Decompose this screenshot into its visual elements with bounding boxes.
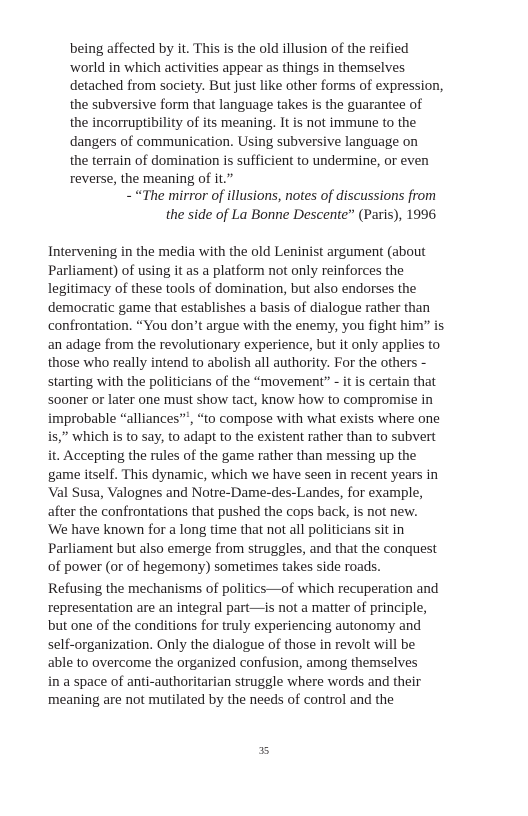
paragraph-line: but one of the conditions for truly experiencing autonomy and (48, 618, 421, 635)
paragraph-line: self-organization. Only the dialogue of those in revolt will be (48, 636, 416, 653)
quote-attribution (70, 187, 436, 224)
block-quote (70, 40, 444, 189)
paragraph-line: representation are an integral part—is not a matter of principle, (48, 599, 428, 616)
paragraph-line: after the confrontations that pushed the cops back, is not new. (48, 503, 418, 520)
paragraph-line: an adage from the revolutionary experience, but it only applies to (48, 336, 440, 353)
paragraph-line: Val Susa, Valognes and Notre-Dame-des-Landes, for example, (48, 485, 424, 502)
paragraph-line: of power (or of hegemony) sometimes takes side roads. (48, 559, 381, 576)
paragraph-line: Parliament) of using it as a platform not only reinforces the (48, 262, 404, 279)
quote-line: detached from society. But just like other forms of expression, (70, 78, 444, 95)
quote-line: reverse, the meaning of it.” (70, 171, 234, 188)
paragraph-line: those who really intend to abolish all authority. For the others - (48, 355, 427, 372)
paragraph-line: confrontation. “You don’t argue with the enemy, you fight him” is (48, 318, 445, 335)
footnote-marker[interactable]: 1 (185, 409, 190, 419)
page-number: 35 (259, 746, 269, 757)
body-paragraph (48, 243, 445, 577)
paragraph-line: starting with the politicians of the “movement” - it is certain that (48, 373, 436, 390)
attribution-title-part1: The mirror of illusions, notes of discussions from (142, 188, 436, 204)
paragraph-line: We have known for a long time that not all politicians sit in (48, 522, 405, 539)
quote-line: world in which activities appear as things in themselves (70, 59, 405, 76)
paragraph-line-head: improbable “alliances” (48, 410, 186, 427)
paragraph-line: legitimacy of these tools of domination, but also endorses the (48, 281, 417, 298)
paragraph-line: game itself. This dynamic, which we have seen in recent years in (48, 466, 439, 483)
attribution-line-2 (70, 206, 436, 225)
paragraph-line: is,” which is to say, to adapt to the existent rather than to subvert (48, 429, 436, 446)
paragraph-line-with-footnote (48, 410, 438, 429)
quote-line: being affected by it. This is the old illusion of the reified (70, 41, 409, 57)
body-paragraph (48, 580, 438, 710)
paragraph-line: able to overcome the organized confusion, among themselves (48, 655, 418, 672)
paragraph-line: it. Accepting the rules of the game rather than messing up the (48, 448, 417, 465)
paragraph-line: democratic game that establishes a basis of dialogue rather than (48, 299, 430, 316)
paragraph-line: sooner or later one must show tact, know how to compromise in (48, 392, 433, 409)
paragraph-line: Parliament but also emerge from struggles, and that the conquest (48, 540, 437, 557)
attribution-line-1 (70, 187, 436, 206)
paragraph-line-tail: , “to compose with what exists where one (189, 410, 440, 427)
quote-line: the incorruptibility of its meaning. It is not immune to the (70, 115, 417, 132)
attribution-title-part2: the side of La Bonne Descente (166, 206, 349, 223)
quote-line: the subversive form that language takes is the guarantee of (70, 96, 422, 113)
paragraph-line: Refusing the mechanisms of politics—of which recuperation and (48, 581, 439, 597)
attribution-prefix: - “ (126, 188, 143, 204)
attribution-suffix: ” (Paris), 1996 (348, 206, 436, 223)
quote-line: the terrain of domination is sufficient to undermine, or even (70, 152, 429, 169)
paragraph-line: Intervening in the media with the old Leninist argument (about (48, 244, 426, 260)
quote-line: dangers of communication. Using subversive language on (70, 133, 418, 150)
paragraph-line: in a space of anti-authoritarian struggle where words and their (48, 673, 421, 690)
paragraph-line: meaning are not mutilated by the needs of control and the (48, 692, 394, 709)
